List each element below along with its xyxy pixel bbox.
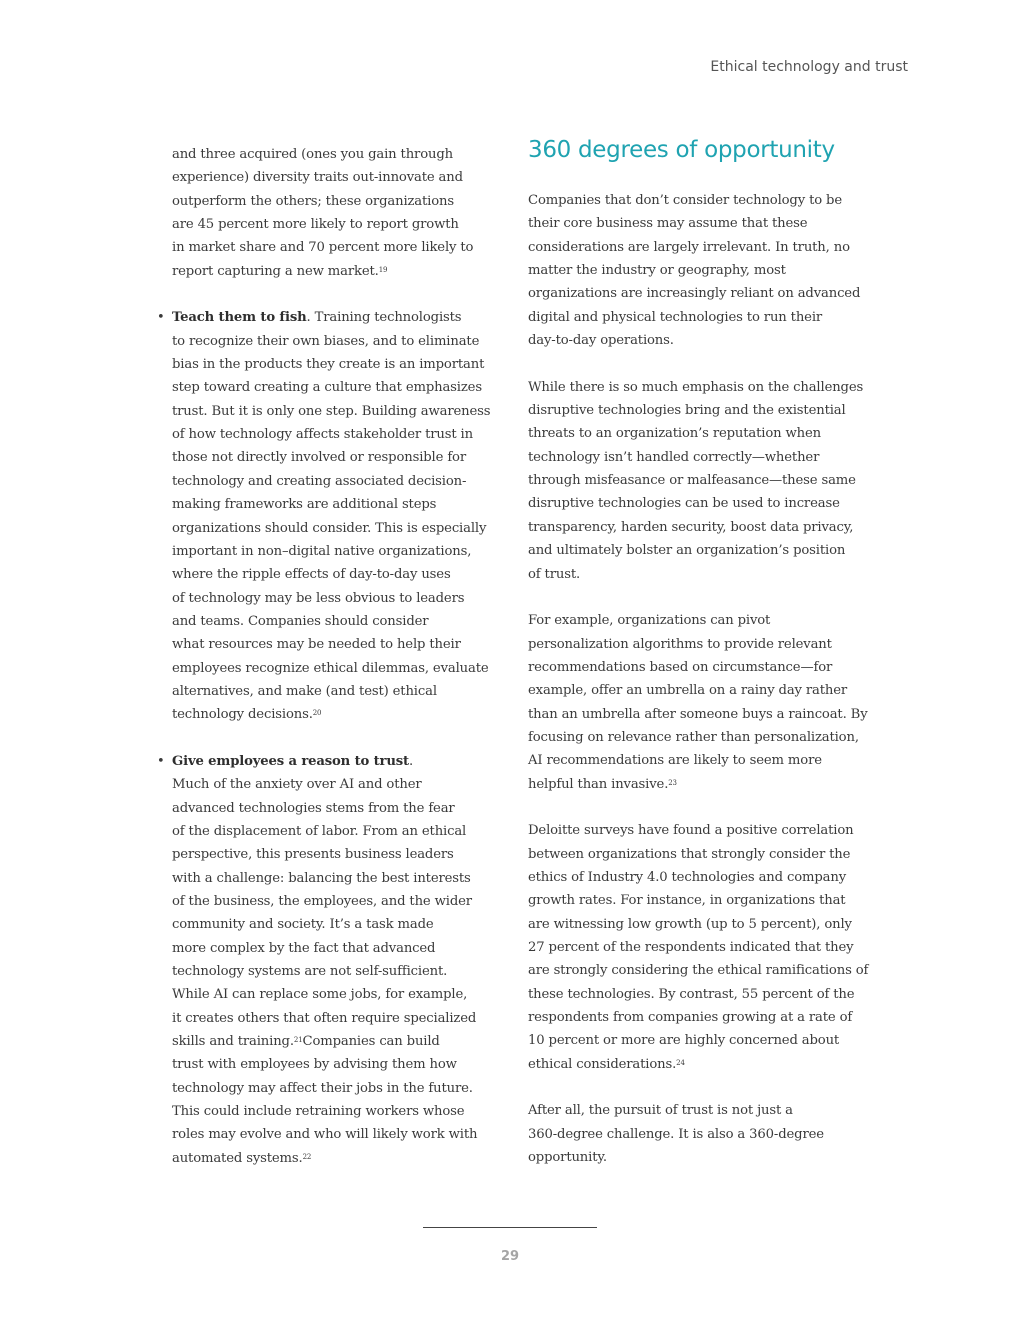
text: helpful than invasive. [528, 776, 669, 792]
text-line: 10 percent or more are highly concerned about [528, 1033, 840, 1049]
text-line: organizations should consider. This is especially [172, 520, 487, 536]
text-line: Companies that don’t consider technology to be [528, 193, 842, 208]
text-line: through misfeasance or malfeasance—these same [528, 473, 856, 489]
section-title: 360 degrees of opportunity [528, 137, 835, 163]
text-line: growth rates. For instance, in organizations that [528, 893, 846, 909]
text-line: technology may affect their jobs in the future. [172, 1080, 473, 1096]
text-line-with-note [172, 1030, 504, 1053]
bullet-item-reason-to-trust [157, 750, 504, 1170]
paragraph-5 [528, 1099, 876, 1169]
text-line: While there is so much emphasis on the challenges [528, 379, 864, 395]
text-line: what resources may be needed to help their [172, 637, 461, 653]
text-line: step toward creating a culture that emphasizes [172, 380, 482, 396]
text-line: of trust. [528, 566, 581, 582]
text-line: trust. But it is only one step. Building awareness [172, 403, 491, 419]
text-line: 27 percent of the respondents indicated that they [528, 940, 854, 955]
paragraph-2 [528, 376, 876, 586]
text-line: these technologies. By contrast, 55 percent of the [528, 986, 855, 1002]
text-line: those not directly involved or responsible for [172, 450, 466, 466]
text-line: This could include retraining workers whose [172, 1104, 465, 1120]
text: ethical considerations. [528, 1056, 677, 1072]
text-line: AI recommendations are likely to seem more [528, 753, 822, 769]
bullet-icon: • [157, 753, 165, 769]
text-line: focusing on relevance rather than personalization, [528, 729, 859, 745]
text: Companies can build [302, 1034, 440, 1050]
text-line: For example, organizations can pivot [528, 613, 771, 629]
text-line: and teams. Companies should consider [172, 613, 429, 629]
bullet-paragraph [172, 306, 504, 726]
text-line: in market share and 70 percent more likely to [172, 240, 474, 256]
text: technology decisions. [172, 707, 313, 723]
text-line: are strongly considering the ethical ramifications of [528, 963, 869, 979]
text-line: and ultimately bolster an organization’s position [528, 543, 846, 559]
text-line: transparency, harden security, boost data privacy, [528, 519, 854, 535]
endnote-ref: 22 [302, 1152, 312, 1161]
text-line: matter the industry or geography, most [528, 263, 786, 279]
text-line: outperform the others; these organizations [172, 193, 454, 209]
text-line: day-to-day operations. [528, 333, 674, 349]
text: report capturing a new market. [172, 263, 379, 279]
bullet-lead: Teach them to fish [172, 310, 307, 326]
text-line-with-lead [172, 750, 504, 773]
text-line: ethics of Industry 4.0 technologies and company [528, 869, 847, 885]
text-line: threats to an organization’s reputation when [528, 426, 821, 442]
endnote-ref: 19 [378, 265, 388, 274]
left-column [157, 143, 504, 1170]
text-line-with-note [172, 260, 504, 283]
bullet-item-teach-them-to-fish [157, 306, 504, 726]
text-line: with a challenge: balancing the best interests [172, 870, 471, 886]
endnote-ref: 23 [668, 778, 677, 787]
footer-divider [423, 1227, 597, 1228]
text-line: employees recognize ethical dilemmas, evaluate [172, 660, 489, 676]
text-line: personalization algorithms to provide relevant [528, 636, 832, 652]
right-column [528, 137, 876, 1169]
text-line: opportunity. [528, 1150, 607, 1166]
text-line: technology isn’t handled correctly—whether [528, 449, 820, 465]
text-line: After all, the pursuit of trust is not just a [528, 1103, 793, 1119]
bullet-icon: • [157, 310, 165, 326]
paragraph-4 [528, 819, 876, 1076]
text-line: recommendations based on circumstance—for [528, 659, 833, 675]
text: . Training technologists [306, 310, 462, 326]
text-line: and three acquired (ones you gain through [172, 147, 453, 162]
text-line: important in non–digital native organizations, [172, 543, 472, 559]
text-line: roles may evolve and who will likely work with [172, 1127, 478, 1143]
paragraph-3 [528, 609, 876, 796]
text-line: respondents from companies growing at a rate of [528, 1010, 853, 1026]
text-line: of how technology affects stakeholder trust in [172, 427, 473, 443]
text-line: alternatives, and make (and test) ethical [172, 683, 437, 699]
bullet-paragraph [172, 750, 504, 1170]
page-number: 29 [500, 1249, 520, 1264]
text-line: considerations are largely irrelevant. In truth, no [528, 239, 850, 255]
text-line: community and society. It’s a task made [172, 917, 434, 933]
text-line: of the business, the employees, and the wider [172, 894, 472, 909]
text: skills and training. [172, 1034, 294, 1050]
text-line: to recognize their own biases, and to eliminate [172, 333, 480, 349]
text: automated systems. [172, 1150, 303, 1166]
text-line: organizations are increasingly reliant on advanced [528, 286, 861, 302]
bullet-lead: Give employees a reason to trust [172, 753, 409, 769]
intro-paragraph [172, 143, 504, 283]
text-line: perspective, this presents business leaders [172, 847, 454, 863]
text: . [409, 753, 414, 769]
text-line: between organizations that strongly consider the [528, 846, 851, 862]
text-line: where the ripple effects of day-to-day uses [172, 567, 451, 583]
paragraph-1 [528, 189, 876, 352]
text-line: disruptive technologies can be used to increase [528, 496, 840, 512]
text-line-with-note [528, 1053, 876, 1076]
text-line: example, offer an umbrella on a rainy day rather [528, 683, 848, 699]
text-line: technology systems are not self-sufficient. [172, 964, 448, 980]
text-line: Deloitte surveys have found a positive correlation [528, 823, 854, 839]
text-line: experience) diversity traits out-innovate and [172, 170, 463, 186]
text-line: disruptive technologies bring and the existential [528, 403, 846, 419]
text-line: more complex by the fact that advanced [172, 940, 436, 956]
text-line-with-note [172, 1147, 504, 1170]
text-line: bias in the products they create is an important [172, 357, 485, 373]
text-line: Much of the anxiety over AI and other [172, 777, 422, 793]
endnote-ref: 20 [312, 709, 322, 718]
text-line: than an umbrella after someone buys a raincoat. By [528, 706, 868, 722]
text-line: advanced technologies stems from the fear [172, 800, 455, 816]
text-line: are 45 percent more likely to report growth [172, 217, 459, 233]
text-line: their core business may assume that these [528, 216, 808, 232]
text-line: 360-degree challenge. It is also a 360-degree [528, 1126, 824, 1142]
text-line: making frameworks are additional steps [172, 497, 437, 513]
text-line: trust with employees by advising them how [172, 1057, 457, 1073]
text-line: While AI can replace some jobs, for example, [172, 987, 468, 1003]
endnote-ref: 21 [293, 1036, 303, 1045]
text-line: digital and physical technologies to run their [528, 309, 823, 325]
text-line: of the displacement of labor. From an ethical [172, 823, 467, 839]
text-line: of technology may be less obvious to leaders [172, 590, 465, 606]
text-line: technology and creating associated decision- [172, 473, 467, 489]
running-header: Ethical technology and trust [710, 59, 908, 75]
text-line-with-lead [172, 306, 504, 329]
text-line-with-note [172, 703, 504, 726]
text-line: it creates others that often require specialized [172, 1010, 477, 1026]
endnote-ref: 24 [676, 1058, 685, 1067]
text-line: are witnessing low growth (up to 5 percent), only [528, 916, 852, 932]
text-line-with-note [528, 773, 876, 796]
